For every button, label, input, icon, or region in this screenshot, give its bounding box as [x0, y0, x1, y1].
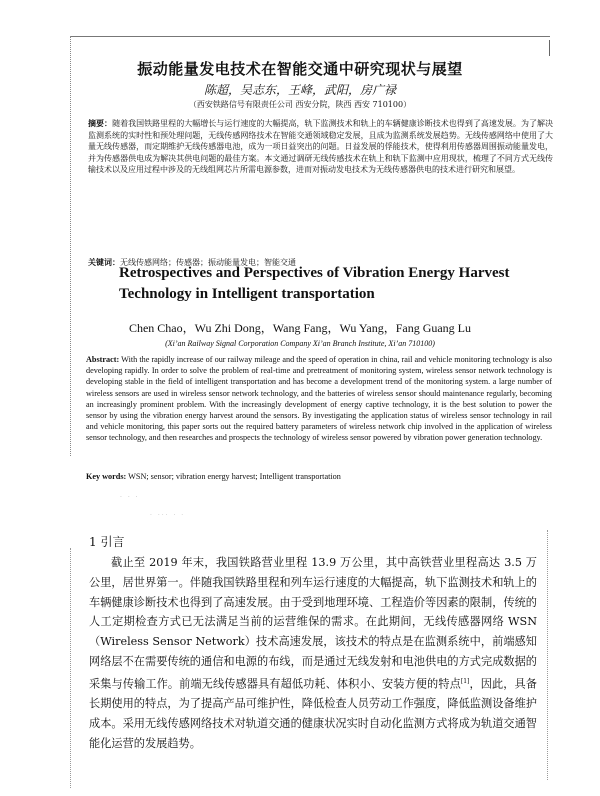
chinese-abstract-label: 摘要：: [88, 118, 113, 128]
chinese-title: 振动能量发电技术在智能交通中研究现状与展望: [137, 60, 463, 78]
section-heading-introduction: 1 引言: [89, 535, 125, 549]
citation-marker: [1]: [460, 677, 470, 685]
chinese-keywords-label: 关键词：: [88, 257, 120, 267]
introduction-paragraph: [89, 553, 537, 754]
english-keywords-label: Key words:: [86, 472, 127, 481]
english-abstract-text: With the rapidly increase of our railway mileage and the speed of operation in china, rail and vehicle monitoring technology is also developing rapidly. In order to solve the problem of real-time and pretreatment of monitoring system, wireless sensor network technology is developing stable in the field of intelligent transportation and has become a development trend of the monitoring system. a large number of wireless sensors are used in wireless sensor network technology, and the batteries of wireless sensor should maintenance regularly, becoming an increasingly prominent problem. With the increasingly development of energy captive technology, it is the best solution to power the sensor by using the vibration energy harvest around the sensors. By investigating the application status of wireless sensor technology in rail and vehicle monitoring, this paper sorts out the required battery parameters of wireless network chip involved in the application of wireless sensor technology, and then researches and prospects the technology of wireless sensor powered by vibration power generation technology.: [86, 355, 552, 443]
chinese-affiliation: （西安铁路信号有限责任公司 西安分院，陕西 西安 710100）: [188, 100, 412, 109]
english-abstract: [86, 354, 552, 444]
english-abstract-label: Abstract:: [86, 355, 120, 364]
scan-noise: · · ·: [120, 494, 140, 501]
english-keywords: [86, 472, 552, 481]
scan-noise: · ··· · ·: [150, 512, 186, 519]
page-border-right-lower: [547, 530, 548, 780]
introduction-text-part2: ，因此，具备长期使用的特点，为了提高产品可维护性，降低检查人员劳动工作强度，降低监测设备维护成本。采用无线传感网络技术对轨道交通的健康状况实时自动化监测方式将成为轨道交通智能化运营的发展趋势。: [89, 677, 537, 750]
introduction-text-part1: 截止至 2019 年末，我国铁路营业里程 13.9 万公里，其中高铁营业里程高达 3.5 万公里，居世界第一。伴随我国铁路里程和列车运行速度的大幅提高，轨下监测技术和轨上的车辆健康诊断技术也得到了高速发展。由于受到地理环境、工程造价等因素的限制，传统的人工定期检查方式已无法满足当前的运营维保的需求。在此期间，无线传感器网络 WSN（Wireless Sensor Network）技术高速发展，该技术的特点是在监测系统中，前端感知网络层不在需要传统的通信和电源的布线，而是通过无线发射和电池供电的方式完成数据的采集与传输工作。前端无线传感器具有超低功耗、体积小、安装方便的特点: [89, 556, 537, 691]
page-border-left-lower: [70, 548, 71, 788]
chinese-keywords-text: 无线传感网络；传感器；振动能量发电；智能交通: [120, 258, 296, 267]
page-border-right: [549, 40, 550, 56]
chinese-abstract: [88, 118, 553, 176]
english-affiliation: (Xi’an Railway Signal Corporation Company Xi’an Branch Institute, Xi’an 710100): [165, 339, 435, 348]
page-border-top: [70, 36, 550, 38]
english-title: Retrospectives and Perspectives of Vibration Energy Harvest Technology in Intelligent transportation: [119, 265, 510, 302]
chinese-abstract-text: 随着我国铁路里程的大幅增长与运行速度的大幅提高，轨下监测技术和轨上的车辆健康诊断技术也得到了高速发展。为了解决监测系统的实时性和预处理问题，无线传感网络技术在智能交通领域稳定发展，且成为监测系统发展趋势。无线传感网络中使用了大量无线传感器，而定期维护无线传感器电池，成为一项日益突出的问题。日益发展的俘能技术，使得利用传感器周围振动能量发电，并为传感器供电成为解决其供电问题的最佳方案。本文通过调研无线传感技术在轨上和轨下监测中应用现状，梳理了不同方式无线传输技术以及应用过程中涉及的无线组网芯片所需电源参数，进而对振动发电技术为无线传感器供电的技术进行研究和展望。: [88, 119, 554, 175]
english-keywords-text: WSN; sensor; vibration energy harvest; Intelligent transportation: [128, 472, 341, 481]
chinese-authors: 陈超，吴志东，王峰，武阳，房广禄: [203, 83, 396, 97]
english-authors: Chen Chao，Wu Zhi Dong，Wang Fang，Wu Yang，Fang Guang Lu: [128, 321, 472, 335]
